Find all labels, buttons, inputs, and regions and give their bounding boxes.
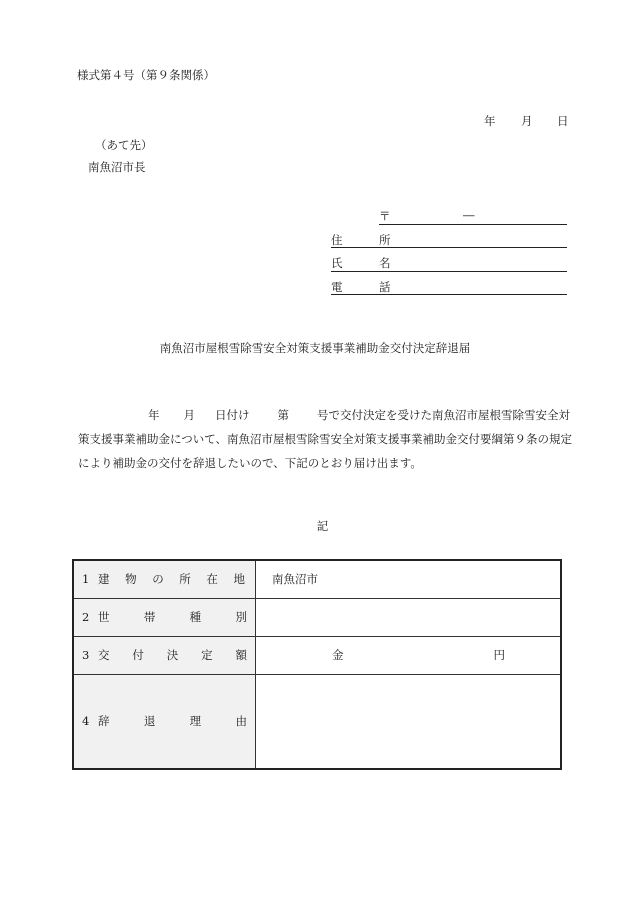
name-row[interactable] (331, 248, 567, 272)
label-char: 別 (235, 610, 247, 624)
ki-heading: 記 (316, 519, 329, 533)
phone-line (331, 294, 567, 295)
row-number: 4 (82, 714, 90, 729)
date-year: 年 (484, 114, 496, 128)
label-char: 額 (235, 648, 247, 662)
table-label-cell (73, 560, 256, 598)
address-label-2: 所 (379, 232, 391, 247)
label-char: 在 (206, 572, 218, 587)
phone-label-2: 話 (379, 279, 391, 294)
table-row (73, 560, 561, 598)
table-label-cell (73, 674, 256, 769)
amount-kin: 金 (332, 648, 344, 662)
amount-yen: 円 (493, 648, 505, 662)
label-char: 世 (98, 610, 110, 624)
label-char: 地 (233, 572, 245, 587)
label-char: 決 (166, 648, 179, 662)
address-row[interactable] (331, 225, 567, 249)
label-char: 付 (132, 648, 144, 662)
label-char: の (152, 572, 164, 587)
body-dai: 第 (277, 408, 289, 422)
row-number: 3 (82, 648, 90, 662)
body-paragraph (78, 403, 578, 475)
phone-row[interactable] (331, 272, 567, 296)
body-day-attached: 日付け (215, 408, 250, 422)
postal-dash: ― (463, 208, 475, 222)
detail-table (72, 559, 562, 770)
addressee-name: 南魚沼市長 (88, 160, 146, 174)
applicant-block (331, 201, 567, 295)
address-label-1: 住 (331, 232, 343, 247)
label-char: 物 (125, 572, 137, 587)
label-char: 定 (201, 648, 213, 662)
name-label-2: 名 (379, 256, 391, 270)
table-label-cell (73, 598, 256, 636)
postal-row[interactable] (331, 201, 567, 225)
postal-mark: 〒 (379, 209, 391, 223)
body-month: 月 (183, 408, 195, 422)
label-char: 退 (143, 714, 156, 729)
label-char: 帯 (143, 610, 156, 624)
label-char: 種 (189, 610, 202, 624)
household-type-value-cell[interactable] (256, 598, 562, 636)
date-day: 日 (557, 114, 569, 128)
date-month: 月 (521, 114, 533, 128)
form-number: 様式第４号（第９条関係） (77, 68, 215, 82)
body-year: 年 (148, 408, 160, 422)
label-char: 建 (98, 572, 110, 587)
label-char: 辞 (98, 714, 110, 729)
table-label-cell (73, 636, 256, 674)
body-text: 号で交付決定を受けた南魚沼市屋根雪除雪安全対策支援事業補助金について、南魚沼市屋根雪除雪安全対策支援事業補助金交付要綱第９条の規定により補助金の交付を辞退したいので、下記のとおり届け出ます。 (78, 408, 573, 470)
label-char: 所 (179, 572, 191, 587)
withdrawal-reason-value-cell[interactable] (256, 674, 562, 769)
label-char: 交 (98, 648, 110, 662)
location-value-cell[interactable]: 南魚沼市 (256, 560, 562, 598)
label-char: 由 (235, 714, 247, 729)
table-row (73, 598, 561, 636)
table-row (73, 636, 561, 674)
row-number: 1 (82, 572, 90, 587)
document-title: 南魚沼市屋根雪除雪安全対策支援事業補助金交付決定辞退届 (159, 341, 471, 355)
grant-amount-value-cell[interactable] (256, 636, 562, 674)
addressee-prefix: （あて先） (95, 138, 153, 152)
phone-label-1: 電 (331, 279, 343, 294)
table-row (73, 674, 561, 769)
label-char: 理 (189, 714, 202, 729)
row-number: 2 (82, 610, 90, 624)
name-label-1: 氏 (331, 256, 343, 270)
